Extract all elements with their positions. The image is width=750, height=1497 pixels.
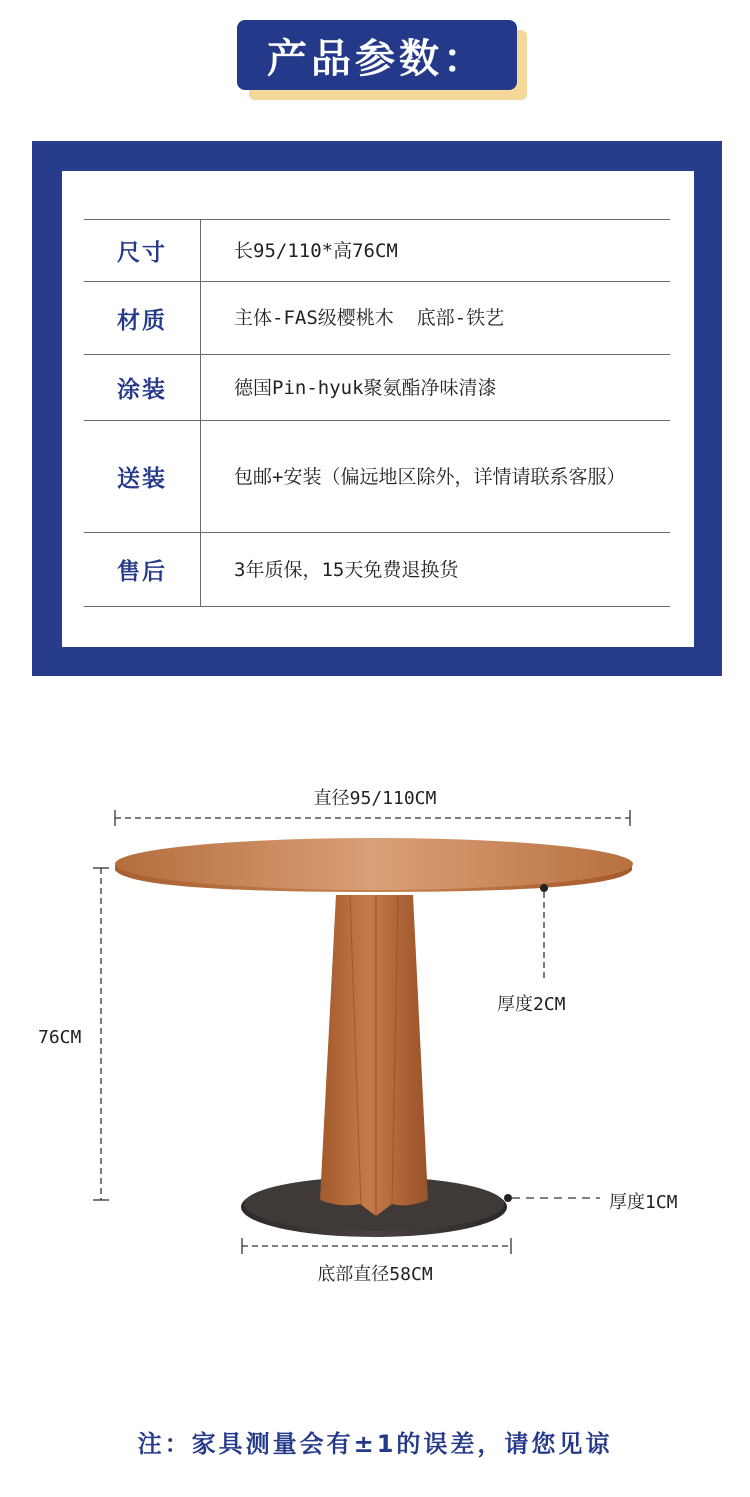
spec-value: 主体-FAS级樱桃木 底部-铁艺 — [234, 307, 505, 329]
spec-label: 涂装 — [84, 355, 201, 420]
top-thickness-marker — [540, 884, 548, 982]
spec-row-aftersale — [84, 533, 670, 607]
top-thickness-label: 厚度2CM — [497, 994, 566, 1015]
top-diameter-label: 直径95/110CM — [313, 788, 437, 809]
page-title: 产品参数： — [267, 35, 487, 82]
base-diameter-line — [242, 1238, 511, 1254]
spec-row-size — [84, 220, 670, 282]
base-thickness-marker — [504, 1194, 600, 1202]
table-top — [115, 838, 633, 892]
spec-table — [84, 219, 670, 607]
spec-row-delivery — [84, 421, 670, 533]
spec-label: 材质 — [84, 282, 201, 354]
banner-box — [237, 20, 517, 90]
spec-label: 售后 — [84, 533, 201, 606]
spec-label: 尺寸 — [84, 220, 201, 281]
base-thickness-label: 厚度1CM — [609, 1192, 678, 1213]
spec-value: 长95/110*高76CM — [234, 239, 398, 262]
height-label: 76CM — [38, 1027, 82, 1048]
base-diameter-label: 底部直径58CM — [317, 1264, 433, 1285]
spec-panel — [32, 141, 722, 676]
spec-value: 包邮+安装（偏远地区除外，详情请联系客服） — [234, 465, 626, 488]
measurement-disclaimer: 注：家具测量会有±1的误差，请您见谅 — [137, 1430, 613, 1458]
table-pedestal — [320, 895, 428, 1216]
spec-row-coating — [84, 355, 670, 421]
spec-value: 德国Pin-hyuk聚氨酯净味清漆 — [234, 376, 497, 399]
header-banner — [237, 20, 527, 102]
spec-value: 3年质保，15天免费退换货 — [234, 558, 459, 581]
height-line — [93, 868, 109, 1200]
spec-label: 送装 — [84, 421, 201, 532]
top-diameter-line — [115, 810, 630, 826]
table-dimension-diagram — [0, 760, 750, 1320]
spec-row-material — [84, 282, 670, 355]
table-illustration — [0, 760, 750, 1320]
spec-panel-inner — [62, 171, 694, 647]
